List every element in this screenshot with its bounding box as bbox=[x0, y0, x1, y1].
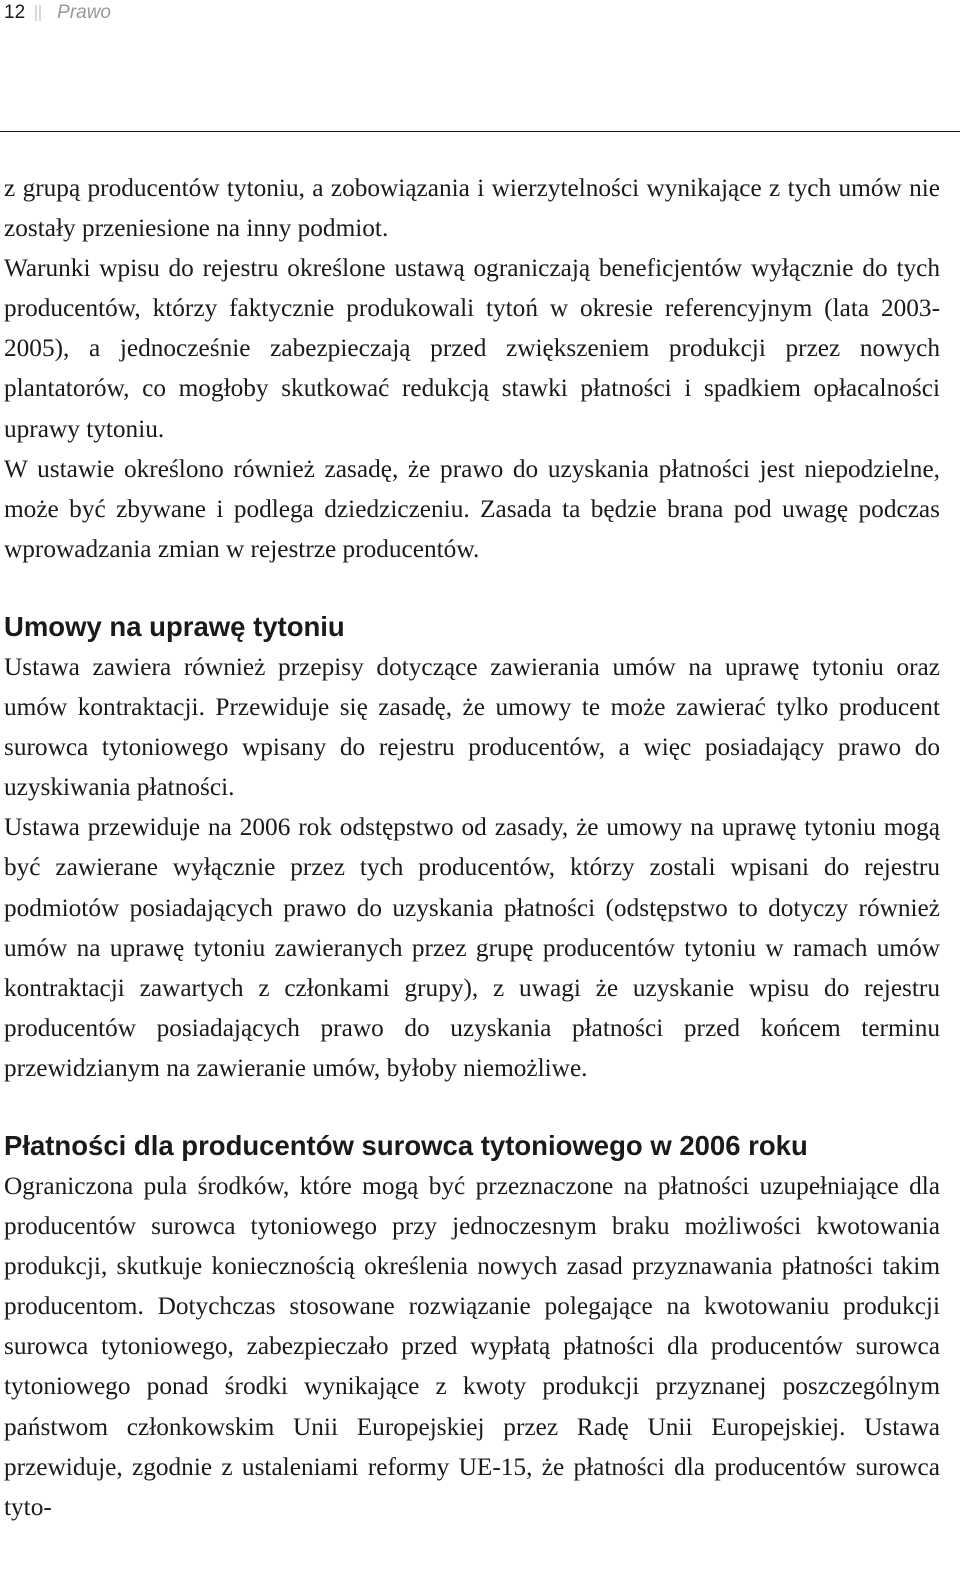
header-rule bbox=[0, 131, 960, 132]
running-header bbox=[4, 0, 111, 26]
paragraph: Ustawa przewiduje na 2006 rok odstępstwo od zasady, że umowy na uprawę tytoniu mogą być zawierane wyłącznie przez tych producentów, którzy zostali wpisani do rejestru podmiotów posiadających prawo do uzyskania płatności (odstępstwo to dotyczy również umów na uprawę tytoniu zawieranych przez grupę producentów tytoniu w ramach umów kontraktacji zawartych z członkami grupy), z uwagi że uzyskanie wpisu do rejestru producentów posiadających prawo do uzyskania płatności przed końcem terminu przewidzianym na zawieranie umów, byłoby niemożliwe. bbox=[4, 813, 940, 1082]
paragraph: Warunki wpisu do rejestru określone ustawą ograniczają beneficjentów wyłącznie do tych producentów, którzy faktycznie produkowali tytoń w okresie referencyjnym (lata 2003-2005), a jednocześnie zabezpieczają przed zwiększeniem produkcji przez nowych plantatorów, co mogłoby skutkować redukcją stawki płatności i spadkiem opłacalności uprawy tytoniu. bbox=[4, 254, 940, 443]
paragraph: z grupą producentów tytoniu, a zobowiązania i wierzytelności wynikające z tych umów nie zostały przeniesione na inny podmiot. bbox=[4, 174, 940, 243]
paragraph: W ustawie określono również zasadę, że prawo do uzyskania płatności jest niepodzielne, może być zbywane i podlega dziedziczeniu. Zasada ta będzie brana pod uwagę podczas wprowadzania zmian w rejestrze producentów. bbox=[4, 454, 940, 563]
section-heading: Umowy na uprawę tytoniu bbox=[4, 610, 345, 642]
section-heading: Płatności dla producentów surowca tytoniowego w 2006 roku bbox=[4, 1129, 808, 1161]
section-name: Prawo bbox=[57, 2, 111, 23]
document-body bbox=[4, 168, 940, 1527]
paragraph: Ustawa zawiera również przepisy dotyczące zawierania umów na uprawę tytoniu oraz umów kontraktacji. Przewiduje się zasadę, że umowy te może zawierać tylko producent surowca tytoniowego wpisany do rejestru producentów, a więc posiadający prawo do uzyskiwania płatności. bbox=[4, 652, 940, 802]
header-separator bbox=[35, 5, 41, 21]
paragraph: Ograniczona pula środków, które mogą być przeznaczone na płatności uzupełniające dla producentów surowca tytoniowego przy jednoczesnym braku możliwości kwotowania produkcji, skutkuje koniecznością określenia nowych zasad przyznawania płatności takim producentom. Dotychczas stosowane rozwiązanie polegające na kwotowaniu produkcji surowca tytoniowego, zabezpieczało przed wypłatą płatności dla producentów surowca tytoniowego ponad środki wynikające z kwoty produkcji przyznanej poszczególnym państwom członkowskim Unii Europejskiej przez Radę Unii Europejskiej. Ustawa przewiduje, zgodnie z ustaleniami reformy UE-15, że płatności dla producentów surowca tyto- bbox=[4, 1171, 940, 1521]
page-number: 12 bbox=[4, 2, 26, 23]
